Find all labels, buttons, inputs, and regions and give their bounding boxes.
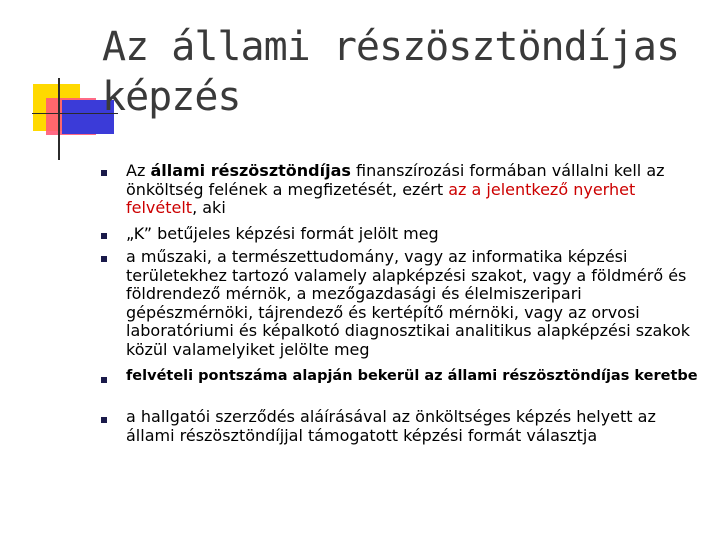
square-bullet-icon [101,417,107,423]
square-bullet-icon [101,377,107,383]
decor-vertical-line [58,78,60,160]
square-bullet-icon [101,233,107,239]
b1-red: az a jelentkező nyerhet felvételt [126,179,636,217]
slide-title: Az állami részösztöndíjas képzés [102,24,680,120]
b1-pre: Az [126,161,151,180]
bullet-text-1 [126,162,700,218]
square-bullet-icon [101,256,107,262]
bullet-text-3: a műszaki, a természettudomány, vagy az informatika képzési területekhez tartozó valamely alapképzési szakot, vagy a földmérő és földrendező mérnök, a mezőgazdasági és élelmiszeripari gépészmérnöki, tájrendező és kertépítő mérnöki, vagy az orvosi laboratóriumi és képalkotó diagnosztikai analitikus alapképzési szakok közül valamelyiket jelölte meg [126,247,691,359]
b1-bold: állami részösztöndíjas [150,161,351,180]
bullet-text-4: felvételi pontszáma alapján bekerül az állami részösztöndíjas keretbe [126,368,698,384]
b1-post: , aki [192,198,226,217]
square-bullet-icon [101,170,107,176]
b1-mid: finanszírozási formában vállalni kell az önköltség felének a megfizetését, ezért [126,161,665,199]
bullet-text-5: a hallgatói szerződés aláírásával az önköltséges képzés helyett az állami részösztöndíjjal támogatott képzési formát választja [126,407,656,445]
bullet-text-2: „K” betűjeles képzési formát jelölt meg [126,224,439,243]
